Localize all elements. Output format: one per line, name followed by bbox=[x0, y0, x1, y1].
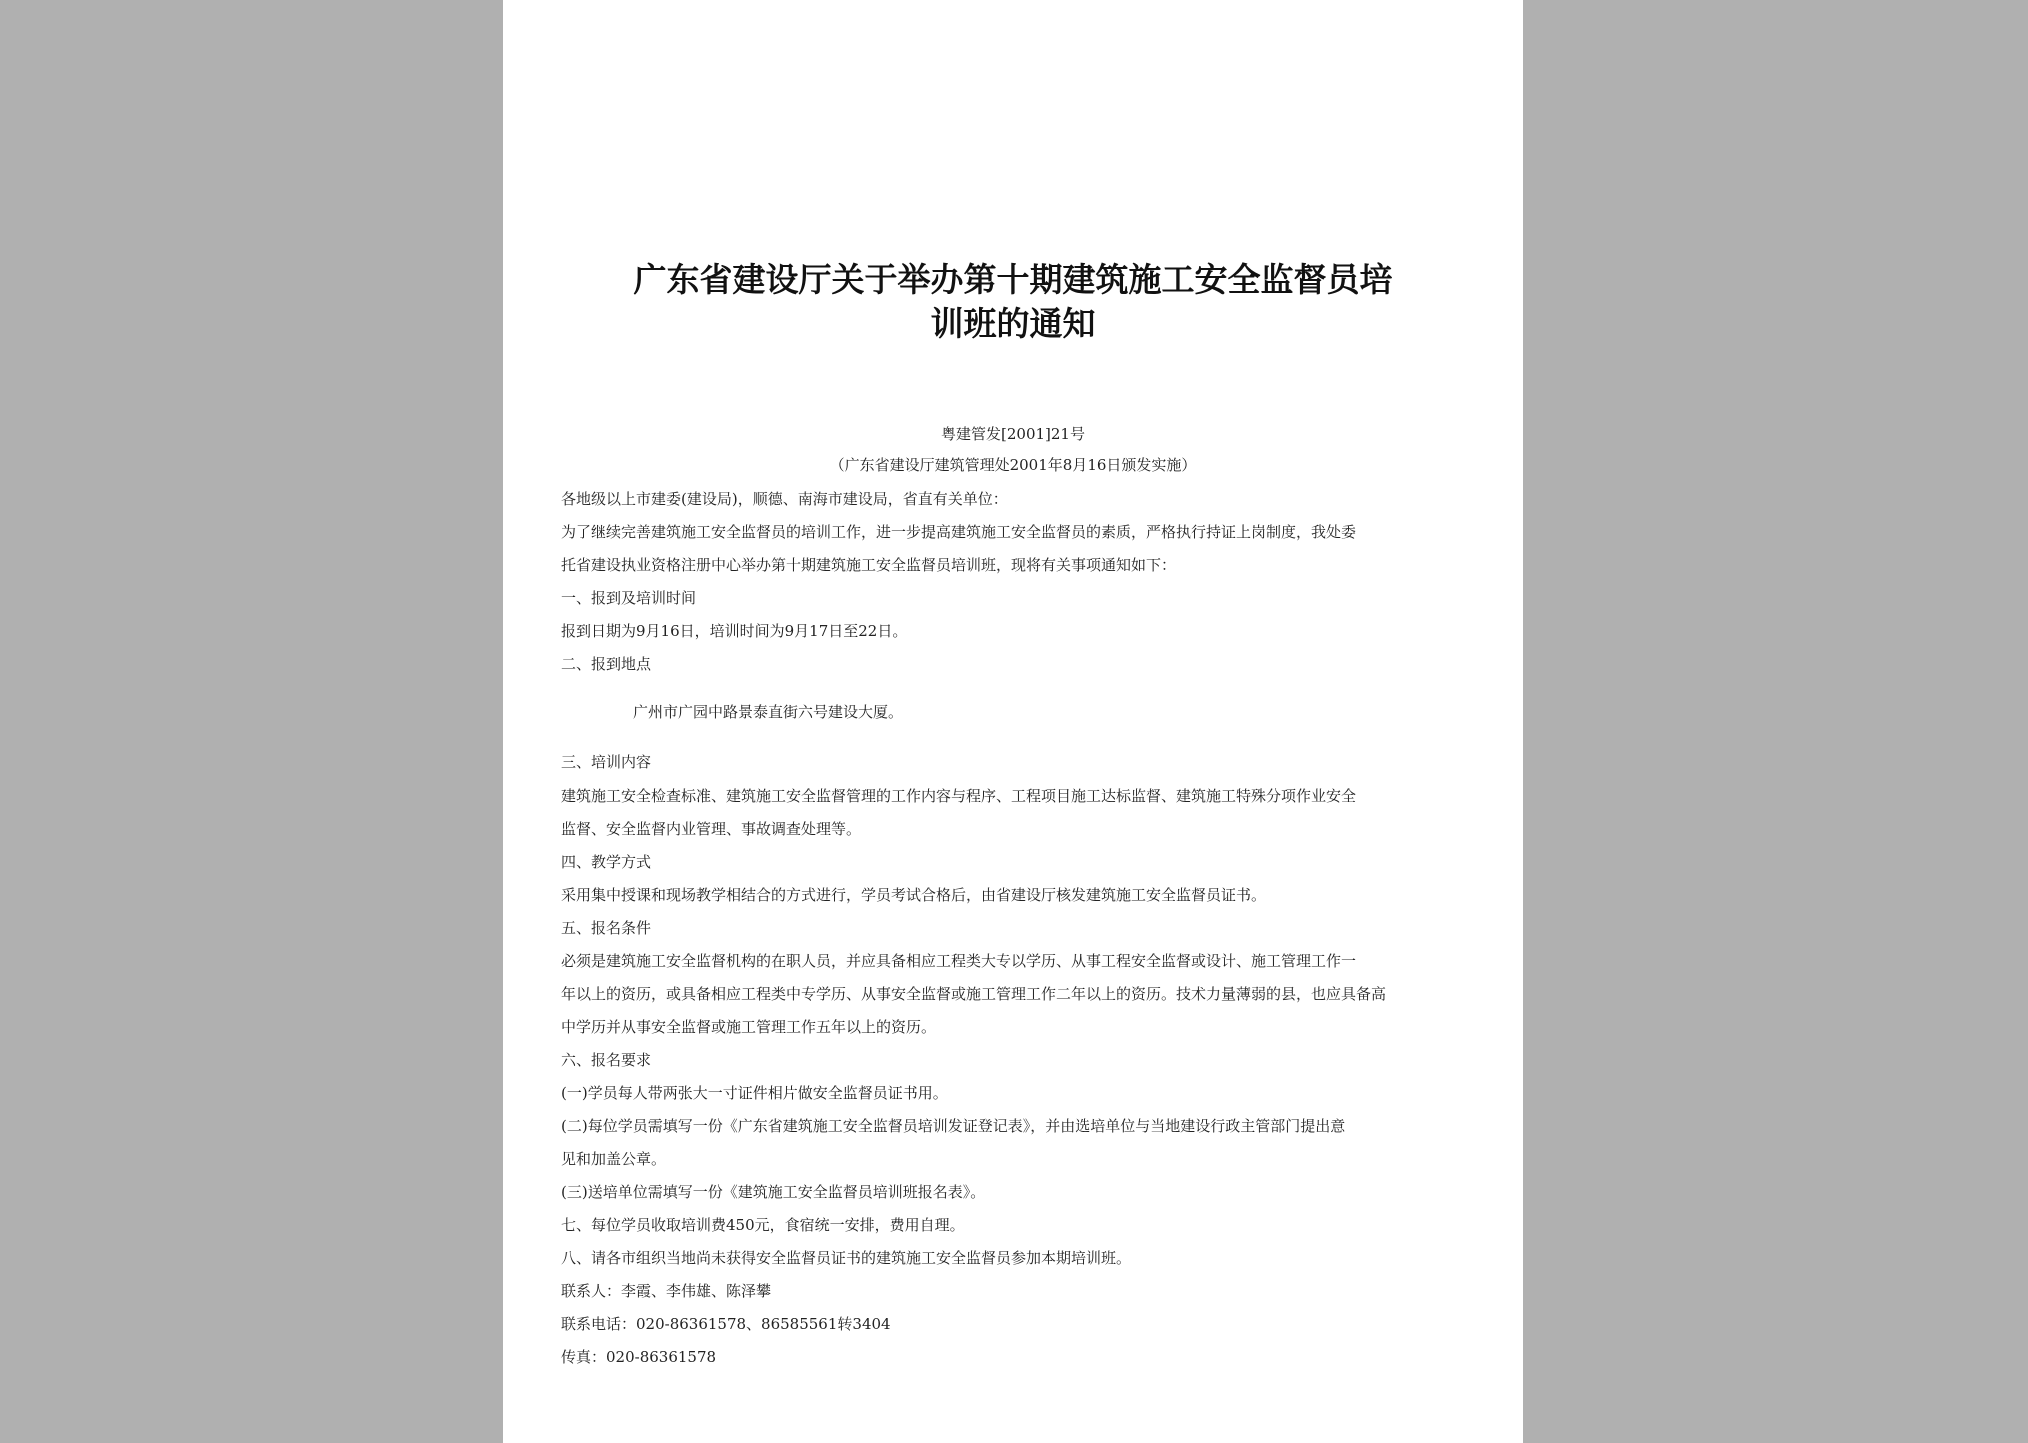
contact-fax: 传真：020-86361578 bbox=[561, 1348, 717, 1366]
intro-line-2: 托省建设执业资格注册中心举办第十期建筑施工安全监督员培训班，现将有关事项通知如下： bbox=[561, 556, 1177, 574]
section-1-heading: 一、报到及培训时间 bbox=[561, 589, 697, 607]
section-3-text-line-2: 监督、安全监督内业管理、事故调查处理等。 bbox=[561, 820, 862, 838]
title-line-2: 训班的通知 bbox=[930, 304, 1096, 343]
section-5-heading: 五、报名条件 bbox=[561, 919, 652, 937]
section-3-heading: 三、培训内容 bbox=[561, 753, 652, 771]
contact-phone: 联系电话：020-86361578、86585561转3404 bbox=[561, 1315, 891, 1333]
section-6-item-3: (三)送培单位需填写一份《建筑施工安全监督员培训班报名表》。 bbox=[561, 1183, 986, 1201]
section-2-text: 广州市广园中路景泰直街六号建设大厦。 bbox=[633, 703, 904, 721]
section-7: 七、每位学员收取培训费450元，食宿统一安排，费用自理。 bbox=[561, 1216, 965, 1234]
section-6-item-1: (一)学员每人带两张大一寸证件相片做安全监督员证书用。 bbox=[561, 1084, 948, 1102]
doc-number: 粤建管发[2001]21号 bbox=[941, 425, 1085, 443]
title-line-1: 广东省建设厅关于举办第十期建筑施工安全监督员培 bbox=[633, 260, 1393, 299]
section-3-text-line-1: 建筑施工安全检查标准、建筑施工安全监督管理的工作内容与程序、工程项目施工达标监督、建筑施工特殊分项作业安全 bbox=[561, 787, 1357, 805]
section-6-item-2-line-1: (二)每位学员需填写一份《广东省建筑施工安全监督员培训发证登记表》，并由选培单位与当地建设行政主管部门提出意 bbox=[561, 1117, 1346, 1135]
section-4-heading: 四、教学方式 bbox=[561, 853, 652, 871]
intro-line-1: 为了继续完善建筑施工安全监督员的培训工作，进一步提高建筑施工安全监督员的素质，严格执行持证上岗制度，我处委 bbox=[561, 523, 1357, 541]
section-8: 八、请各市组织当地尚未获得安全监督员证书的建筑施工安全监督员参加本期培训班。 bbox=[561, 1249, 1132, 1267]
document-page bbox=[503, 0, 1523, 1443]
section-2-heading: 二、报到地点 bbox=[561, 655, 652, 673]
addressee: 各地级以上市建委(建设局)，顺德、南海市建设局，省直有关单位： bbox=[561, 490, 1008, 508]
issuer-note: （广东省建设厅建筑管理处2001年8月16日颁发实施） bbox=[829, 456, 1197, 474]
section-5-text-line-1: 必须是建筑施工安全监督机构的在职人员，并应具备相应工程类大专以学历、从事工程安全监督或设计、施工管理工作一 bbox=[561, 952, 1357, 970]
contact-person: 联系人：李霞、李伟雄、陈泽攀 bbox=[561, 1282, 772, 1300]
section-4-text: 采用集中授课和现场教学相结合的方式进行，学员考试合格后，由省建设厅核发建筑施工安全监督员证书。 bbox=[561, 886, 1267, 904]
section-5-text-line-2: 年以上的资历，或具备相应工程类中专学历、从事安全监督或施工管理工作二年以上的资历。技术力量薄弱的县，也应具备高 bbox=[561, 985, 1387, 1003]
section-6-heading: 六、报名要求 bbox=[561, 1051, 652, 1069]
section-5-text-line-3: 中学历并从事安全监督或施工管理工作五年以上的资历。 bbox=[561, 1018, 937, 1036]
document-title bbox=[563, 258, 1463, 346]
section-1-text: 报到日期为9月16日，培训时间为9月17日至22日。 bbox=[561, 622, 908, 640]
section-6-item-2-line-2: 见和加盖公章。 bbox=[561, 1150, 667, 1168]
